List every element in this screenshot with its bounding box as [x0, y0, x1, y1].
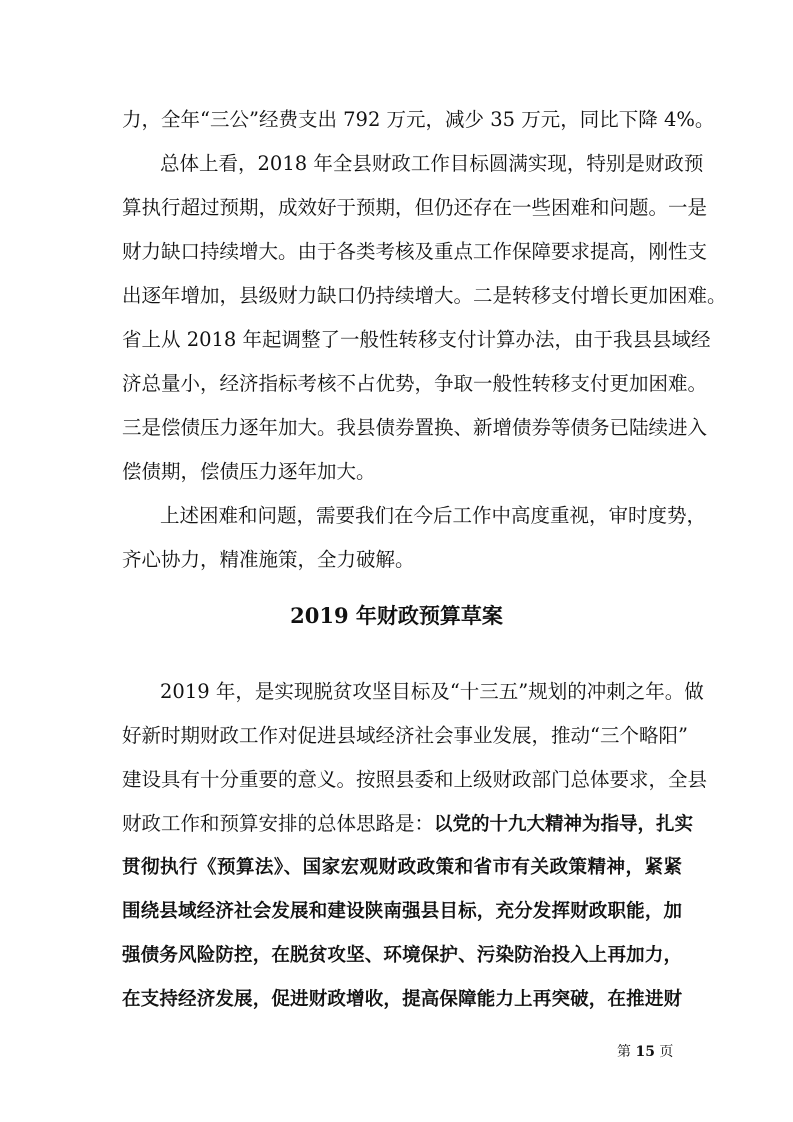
page-number-prefix: 第 — [617, 1044, 631, 1060]
page-number-suffix: 页 — [659, 1044, 674, 1060]
bold-text: 以党的十九大精神为指导，扎实 — [434, 814, 694, 835]
body-line: 济总量小，经济指标考核不占优势，争取一般性转移支付更加困难。 — [122, 372, 708, 395]
body-line: 财力缺口持续增大。由于各类考核及重点工作保障要求提高，刚性支 — [122, 240, 708, 263]
bold-line: 贯彻执行《预算法》、国家宏观财政政策和省市有关政策精神，紧紧 — [122, 857, 682, 878]
bold-line: 围绕县域经济社会发展和建设陕南强县目标，充分发挥财政职能，加 — [122, 901, 682, 922]
body-line: 2019 年，是实现脱贫攻坚目标及“十三五”规划的冲刺之年。做 — [160, 680, 704, 703]
body-line: 省上从 2018 年起调整了一般性转移支付计算办法，由于我县县域经 — [122, 328, 711, 351]
body-line: 算执行超过预期，成效好于预期，但仍还存在一些困难和问题。一是 — [122, 196, 708, 219]
body-line: 上述困难和问题，需要我们在今后工作中高度重视，审时度势， — [160, 504, 707, 527]
bold-line: 在支持经济发展，促进财政增收，提高保障能力上再突破，在推进财 — [122, 989, 682, 1010]
section-heading: 2019 年财政预算草案 — [290, 603, 503, 628]
body-line: 力，全年“三公”经费支出 792 万元，减少 35 万元，同比下降 4%。 — [122, 108, 715, 131]
body-line: 好新时期财政工作对促进县域经济社会事业发展，推动“三个略阳” — [122, 724, 688, 747]
body-line: 偿债期，偿债压力逐年加大。 — [122, 460, 376, 483]
bold-line: 强债务风险防控，在脱贫攻坚、环境保护、污染防治投入上再加力， — [122, 945, 682, 966]
body-text: 财政工作和预算安排的总体思路是： — [122, 812, 435, 835]
body-line: 齐心协力，精准施策，全力破解。 — [122, 548, 415, 571]
body-line: 总体上看，2018 年全县财政工作目标圆满实现，特别是财政预 — [160, 152, 704, 175]
page-number — [617, 1043, 673, 1061]
body-line: 出逐年增加，县级财力缺口仍持续增大。二是转移支付增长更加困难。 — [122, 284, 727, 307]
page-number-value: 15 — [635, 1044, 655, 1060]
body-line: 建设具有十分重要的意义。按照县委和上级财政部门总体要求，全县 — [122, 768, 708, 791]
body-line-mixed — [122, 811, 694, 838]
body-line: 三是偿债压力逐年加大。我县债券置换、新增债券等债务已陆续进入 — [122, 416, 708, 439]
